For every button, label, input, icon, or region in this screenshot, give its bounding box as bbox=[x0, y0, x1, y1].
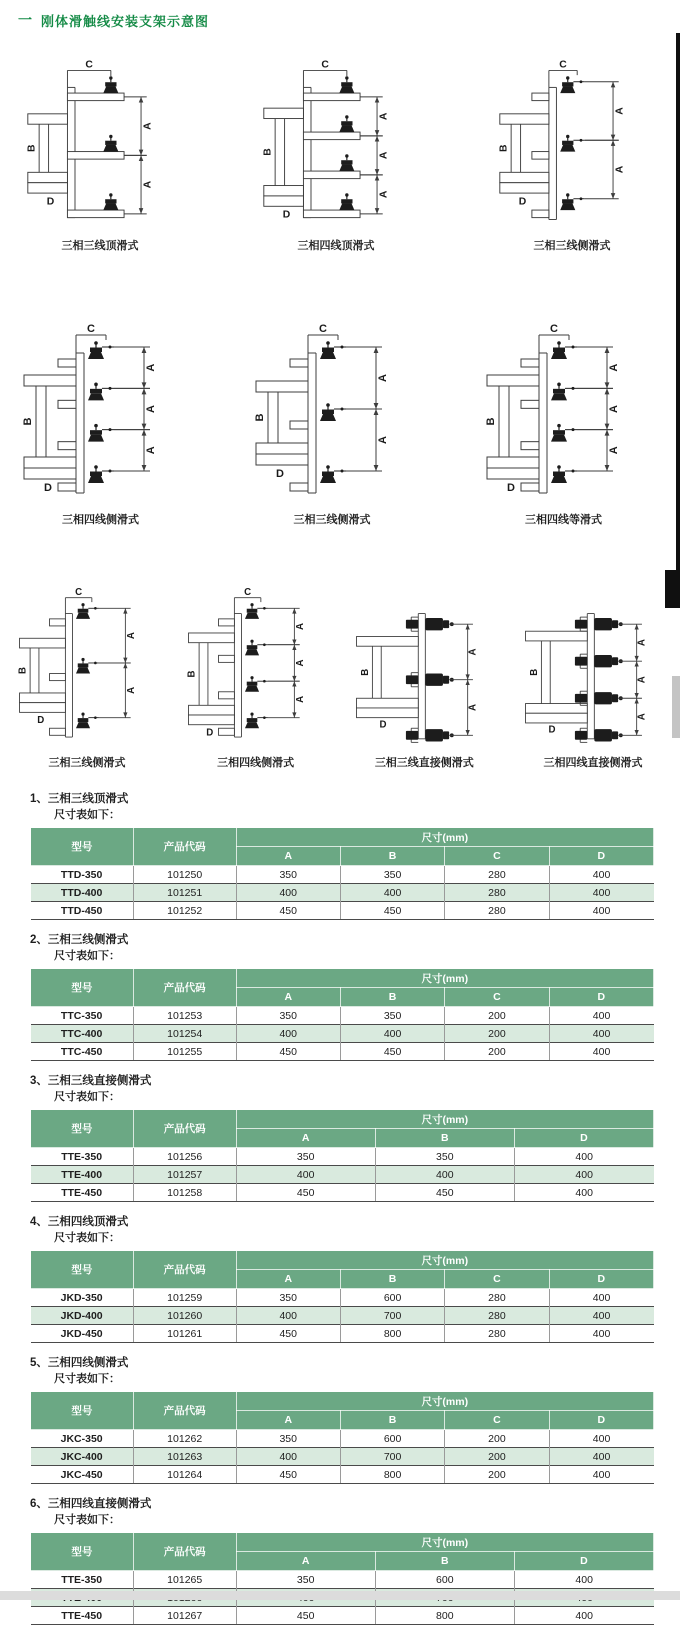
col-code: 产品代码 bbox=[133, 828, 236, 866]
dim-label: C bbox=[75, 587, 83, 599]
col-model: 型号 bbox=[31, 969, 134, 1007]
dim-cell: 280 bbox=[445, 884, 549, 902]
diagram-cell-2-3 bbox=[481, 307, 646, 527]
dimension-table bbox=[30, 1391, 654, 1484]
col-dim-c: C bbox=[445, 1270, 549, 1289]
table-row bbox=[31, 1184, 654, 1202]
table-row bbox=[31, 1025, 654, 1043]
dim-cell: 700 bbox=[340, 1307, 444, 1325]
dim-label: A bbox=[145, 363, 157, 372]
dim-cell: 350 bbox=[236, 1148, 375, 1166]
section-subtitle: 尺寸表如下： bbox=[54, 1232, 120, 1244]
section-subtitle: 尺寸表如下： bbox=[54, 1514, 120, 1526]
diagram-caption: 三相四线等滑式 bbox=[525, 514, 602, 526]
dim-cell: 400 bbox=[549, 1307, 653, 1325]
model-cell: JKD-450 bbox=[31, 1325, 134, 1343]
dim-label: A bbox=[294, 623, 306, 631]
diagram-cell-1-2 bbox=[258, 44, 414, 253]
code-cell: 101254 bbox=[133, 1025, 236, 1043]
col-dim-b: B bbox=[340, 847, 444, 866]
col-model: 型号 bbox=[31, 1533, 134, 1571]
dim-cell: 400 bbox=[549, 1448, 653, 1466]
dim-label: A bbox=[376, 436, 389, 444]
bracket-diagram bbox=[18, 307, 183, 502]
dim-cell: 280 bbox=[445, 866, 549, 884]
dim-label: A bbox=[636, 639, 648, 647]
table-row bbox=[31, 1007, 654, 1025]
diagram-cell-3-3 bbox=[351, 573, 497, 770]
dim-cell: 400 bbox=[549, 1289, 653, 1307]
diagram-cell-2-2 bbox=[250, 307, 415, 527]
col-dim-a: A bbox=[236, 1270, 340, 1289]
col-dim-d: D bbox=[549, 1411, 653, 1430]
dim-cell: 450 bbox=[236, 1325, 340, 1343]
dim-label: D bbox=[44, 482, 52, 494]
dim-cell: 350 bbox=[236, 1430, 340, 1448]
dim-label: A bbox=[294, 695, 306, 703]
bracket-diagram bbox=[351, 573, 497, 745]
model-cell: JKC-350 bbox=[31, 1430, 134, 1448]
table-row bbox=[31, 1448, 654, 1466]
dim-label: B bbox=[186, 670, 198, 678]
dim-label: A bbox=[608, 405, 620, 413]
dim-cell: 400 bbox=[549, 884, 653, 902]
section-heading: 3、三相三线直接侧滑式 bbox=[30, 1075, 152, 1087]
dim-cell: 450 bbox=[236, 1466, 340, 1484]
dim-label: B bbox=[26, 144, 38, 153]
dim-cell: 400 bbox=[340, 1025, 444, 1043]
dim-cell: 400 bbox=[549, 1007, 653, 1025]
page-title-text: 刚体滑触线安装支架示意图 bbox=[41, 13, 210, 29]
dim-cell: 400 bbox=[236, 1448, 340, 1466]
dim-label: B bbox=[17, 666, 29, 674]
dim-label: A bbox=[126, 686, 138, 694]
spec-section-3 bbox=[30, 1074, 654, 1202]
col-dim-a: A bbox=[236, 847, 340, 866]
table-row bbox=[31, 866, 654, 884]
section-subtitle: 尺寸表如下： bbox=[54, 950, 120, 962]
table-row bbox=[31, 1571, 654, 1589]
diagram-caption: 三相三线直接侧滑式 bbox=[374, 757, 474, 769]
bracket-diagram bbox=[520, 573, 666, 745]
dim-label: A bbox=[636, 713, 648, 721]
dim-cell: 350 bbox=[340, 866, 444, 884]
table-row bbox=[31, 1466, 654, 1484]
dim-cell: 400 bbox=[549, 1466, 653, 1484]
diagram-caption: 三相四线侧滑式 bbox=[217, 757, 295, 769]
dim-cell: 200 bbox=[445, 1043, 549, 1061]
dim-cell: 400 bbox=[236, 1025, 340, 1043]
diagram-caption: 三相三线顶滑式 bbox=[61, 240, 139, 252]
spec-sections bbox=[0, 792, 680, 1625]
diagram-caption: 三相三线侧滑式 bbox=[533, 240, 611, 252]
dim-label: D bbox=[548, 724, 556, 736]
col-dims: 尺寸(mm) bbox=[236, 1533, 653, 1552]
bracket-diagram bbox=[494, 44, 650, 228]
col-dim-a: A bbox=[236, 1411, 340, 1430]
col-dims: 尺寸(mm) bbox=[236, 1110, 653, 1129]
dim-cell: 350 bbox=[236, 1571, 375, 1589]
dimension-table bbox=[30, 827, 654, 920]
dim-label: A bbox=[145, 446, 157, 455]
code-cell: 101261 bbox=[133, 1325, 236, 1343]
code-cell: 101264 bbox=[133, 1466, 236, 1484]
page-edge-tab-gray bbox=[672, 676, 680, 738]
dim-label: A bbox=[608, 363, 620, 372]
col-dims: 尺寸(mm) bbox=[236, 1251, 653, 1270]
diagram-cell-3-4 bbox=[520, 573, 666, 770]
bracket-diagram bbox=[183, 573, 329, 745]
dim-label: B bbox=[262, 148, 274, 156]
table-row bbox=[31, 1325, 654, 1343]
code-cell: 101258 bbox=[133, 1184, 236, 1202]
dim-label: C bbox=[318, 323, 327, 335]
diagram-row bbox=[0, 44, 680, 253]
dim-label: A bbox=[376, 374, 389, 382]
dim-cell: 280 bbox=[445, 1307, 549, 1325]
section-marker: 一 bbox=[18, 12, 32, 28]
diagram-cell-2-1 bbox=[18, 307, 183, 527]
spec-section-1 bbox=[30, 792, 654, 920]
table-row bbox=[31, 902, 654, 920]
dim-cell: 800 bbox=[375, 1607, 514, 1625]
diagram-row bbox=[0, 573, 680, 770]
model-cell: TTC-350 bbox=[31, 1007, 134, 1025]
dim-cell: 400 bbox=[549, 1043, 653, 1061]
dim-cell: 400 bbox=[549, 1325, 653, 1343]
col-code: 产品代码 bbox=[133, 1392, 236, 1430]
dim-cell: 600 bbox=[340, 1289, 444, 1307]
diagram-cell-3-1 bbox=[14, 573, 160, 770]
diagram-row bbox=[0, 307, 680, 527]
spec-section-2 bbox=[30, 933, 654, 1061]
model-cell: TTC-400 bbox=[31, 1025, 134, 1043]
dim-label: A bbox=[142, 122, 154, 130]
col-code: 产品代码 bbox=[133, 1110, 236, 1148]
dim-cell: 400 bbox=[236, 884, 340, 902]
dim-label: B bbox=[253, 413, 266, 422]
page-title bbox=[0, 0, 680, 30]
col-dim-b: B bbox=[375, 1129, 514, 1148]
dim-label: B bbox=[485, 417, 497, 426]
dim-label: A bbox=[467, 648, 479, 656]
dim-label: A bbox=[378, 151, 390, 160]
bracket-diagram bbox=[22, 44, 178, 228]
model-cell: JKD-400 bbox=[31, 1307, 134, 1325]
code-cell: 101255 bbox=[133, 1043, 236, 1061]
col-dim-d: D bbox=[514, 1552, 653, 1571]
col-dim-c: C bbox=[445, 847, 549, 866]
dim-cell: 600 bbox=[340, 1430, 444, 1448]
diagram-grid bbox=[0, 44, 680, 770]
dim-label: A bbox=[126, 632, 138, 640]
col-dim-a: A bbox=[236, 1552, 375, 1571]
section-heading: 4、三相四线顶滑式 bbox=[30, 1216, 129, 1228]
dim-cell: 450 bbox=[236, 902, 340, 920]
dim-cell: 400 bbox=[514, 1184, 653, 1202]
dim-label: C bbox=[87, 323, 95, 335]
section-heading: 2、三相三线侧滑式 bbox=[30, 934, 129, 946]
model-cell: TTD-400 bbox=[31, 884, 134, 902]
dim-label: C bbox=[243, 587, 251, 599]
model-cell: JKC-450 bbox=[31, 1466, 134, 1484]
dim-cell: 350 bbox=[375, 1148, 514, 1166]
dim-cell: 200 bbox=[445, 1448, 549, 1466]
section-heading: 5、三相四线侧滑式 bbox=[30, 1357, 129, 1369]
code-cell: 101250 bbox=[133, 866, 236, 884]
dim-cell: 450 bbox=[236, 1184, 375, 1202]
code-cell: 101263 bbox=[133, 1448, 236, 1466]
model-cell: TTD-350 bbox=[31, 866, 134, 884]
dim-cell: 350 bbox=[236, 1289, 340, 1307]
dimension-table bbox=[30, 1250, 654, 1343]
col-dims: 尺寸(mm) bbox=[236, 969, 653, 988]
section-subtitle: 尺寸表如下： bbox=[54, 1091, 120, 1103]
dim-label: D bbox=[518, 196, 527, 208]
dim-cell: 200 bbox=[445, 1430, 549, 1448]
page-edge-strip bbox=[676, 33, 680, 582]
col-code: 产品代码 bbox=[133, 1251, 236, 1289]
code-cell: 101265 bbox=[133, 1571, 236, 1589]
dim-cell: 200 bbox=[445, 1466, 549, 1484]
col-dim-b: B bbox=[340, 988, 444, 1007]
dim-cell: 400 bbox=[514, 1607, 653, 1625]
dim-cell: 450 bbox=[375, 1184, 514, 1202]
table-row bbox=[31, 1307, 654, 1325]
dim-cell: 400 bbox=[549, 1430, 653, 1448]
table-row bbox=[31, 1607, 654, 1625]
dim-label: A bbox=[467, 704, 479, 712]
col-dim-b: B bbox=[340, 1411, 444, 1430]
col-dim-a: A bbox=[236, 988, 340, 1007]
model-cell: JKC-400 bbox=[31, 1448, 134, 1466]
dim-label: A bbox=[378, 190, 390, 199]
dim-label: D bbox=[46, 196, 55, 208]
table-row bbox=[31, 1166, 654, 1184]
dim-cell: 400 bbox=[236, 1166, 375, 1184]
col-dims: 尺寸(mm) bbox=[236, 828, 653, 847]
dim-label: A bbox=[614, 107, 626, 115]
code-cell: 101257 bbox=[133, 1166, 236, 1184]
diagram-caption: 三相三线侧滑式 bbox=[48, 757, 126, 769]
dim-label: A bbox=[378, 112, 390, 121]
spec-section-4 bbox=[30, 1215, 654, 1343]
dim-label: A bbox=[145, 405, 157, 413]
diagram-cell-1-3 bbox=[494, 44, 650, 253]
bracket-diagram bbox=[14, 573, 160, 745]
dim-cell: 400 bbox=[549, 866, 653, 884]
dim-cell: 280 bbox=[445, 902, 549, 920]
model-cell: TTC-450 bbox=[31, 1043, 134, 1061]
dim-cell: 350 bbox=[236, 866, 340, 884]
dim-cell: 400 bbox=[514, 1148, 653, 1166]
col-dim-d: D bbox=[549, 988, 653, 1007]
model-cell: TTE-400 bbox=[31, 1166, 134, 1184]
dim-cell: 280 bbox=[445, 1325, 549, 1343]
dim-cell: 400 bbox=[236, 1307, 340, 1325]
col-dim-c: C bbox=[445, 1411, 549, 1430]
model-cell: TTE-350 bbox=[31, 1571, 134, 1589]
dim-cell: 400 bbox=[549, 1025, 653, 1043]
section-subtitle: 尺寸表如下： bbox=[54, 809, 120, 821]
dim-label: C bbox=[559, 59, 567, 71]
dim-cell: 400 bbox=[514, 1571, 653, 1589]
dim-cell: 400 bbox=[514, 1166, 653, 1184]
dim-cell: 600 bbox=[375, 1571, 514, 1589]
table-row bbox=[31, 1148, 654, 1166]
dim-label: B bbox=[22, 417, 34, 426]
dim-label: C bbox=[321, 59, 329, 71]
table-row bbox=[31, 1430, 654, 1448]
dim-label: C bbox=[85, 59, 93, 71]
dim-label: A bbox=[608, 446, 620, 455]
dim-cell: 450 bbox=[340, 1043, 444, 1061]
dim-cell: 800 bbox=[340, 1466, 444, 1484]
model-cell: TTE-350 bbox=[31, 1148, 134, 1166]
dimension-table bbox=[30, 968, 654, 1061]
col-dim-b: B bbox=[340, 1270, 444, 1289]
col-dim-c: C bbox=[445, 988, 549, 1007]
diagram-cell-1-1 bbox=[22, 44, 178, 253]
col-model: 型号 bbox=[31, 1251, 134, 1289]
dim-label: D bbox=[275, 468, 284, 480]
code-cell: 101252 bbox=[133, 902, 236, 920]
section-heading: 1、三相三线顶滑式 bbox=[30, 793, 129, 805]
code-cell: 101262 bbox=[133, 1430, 236, 1448]
section-subtitle: 尺寸表如下： bbox=[54, 1373, 120, 1385]
dim-cell: 350 bbox=[236, 1007, 340, 1025]
code-cell: 101251 bbox=[133, 884, 236, 902]
bracket-diagram bbox=[258, 44, 414, 228]
model-cell: TTE-450 bbox=[31, 1607, 134, 1625]
dim-label: B bbox=[498, 144, 510, 153]
dim-label: A bbox=[614, 165, 626, 174]
model-cell: TTE-450 bbox=[31, 1184, 134, 1202]
page-edge-tab-black bbox=[665, 570, 680, 608]
dim-cell: 400 bbox=[549, 902, 653, 920]
diagram-caption: 三相四线顶滑式 bbox=[297, 240, 375, 252]
dim-label: D bbox=[205, 727, 213, 739]
diagram-cell-3-2 bbox=[183, 573, 329, 770]
dim-cell: 800 bbox=[340, 1325, 444, 1343]
code-cell: 101253 bbox=[133, 1007, 236, 1025]
dim-cell: 400 bbox=[340, 884, 444, 902]
dim-label: A bbox=[142, 180, 154, 189]
dim-label: D bbox=[379, 719, 387, 731]
model-cell: TTD-450 bbox=[31, 902, 134, 920]
dim-label: C bbox=[550, 323, 558, 335]
dimension-table bbox=[30, 1109, 654, 1202]
diagram-caption: 三相四线直接侧滑式 bbox=[543, 757, 643, 769]
col-model: 型号 bbox=[31, 1392, 134, 1430]
dim-cell: 200 bbox=[445, 1007, 549, 1025]
dim-label: B bbox=[528, 668, 540, 676]
code-cell: 101260 bbox=[133, 1307, 236, 1325]
dim-label: A bbox=[636, 676, 648, 684]
dim-cell: 200 bbox=[445, 1025, 549, 1043]
diagram-caption: 三相三线侧滑式 bbox=[293, 514, 371, 526]
dim-cell: 400 bbox=[375, 1166, 514, 1184]
col-dim-d: D bbox=[514, 1129, 653, 1148]
bracket-diagram bbox=[250, 307, 415, 502]
col-dim-d: D bbox=[549, 1270, 653, 1289]
diagram-caption: 三相四线侧滑式 bbox=[62, 514, 139, 526]
col-dim-a: A bbox=[236, 1129, 375, 1148]
col-dims: 尺寸(mm) bbox=[236, 1392, 653, 1411]
dim-cell: 450 bbox=[236, 1607, 375, 1625]
section-heading: 6、三相四线直接侧滑式 bbox=[30, 1498, 152, 1510]
col-model: 型号 bbox=[31, 828, 134, 866]
dimension-table bbox=[30, 1532, 654, 1625]
spec-section-6 bbox=[30, 1497, 654, 1625]
table-row bbox=[31, 884, 654, 902]
col-code: 产品代码 bbox=[133, 969, 236, 1007]
page-bottom-divider bbox=[0, 1591, 680, 1600]
dim-label: D bbox=[37, 714, 45, 726]
model-cell: JKD-350 bbox=[31, 1289, 134, 1307]
table-row bbox=[31, 1289, 654, 1307]
code-cell: 101259 bbox=[133, 1289, 236, 1307]
dim-cell: 280 bbox=[445, 1289, 549, 1307]
dim-label: A bbox=[294, 659, 306, 667]
table-row bbox=[31, 1043, 654, 1061]
col-dim-b: B bbox=[375, 1552, 514, 1571]
code-cell: 101267 bbox=[133, 1607, 236, 1625]
col-code: 产品代码 bbox=[133, 1533, 236, 1571]
dim-cell: 350 bbox=[340, 1007, 444, 1025]
col-dim-d: D bbox=[549, 847, 653, 866]
dim-label: B bbox=[360, 668, 372, 676]
bracket-diagram bbox=[481, 307, 646, 502]
dim-label: D bbox=[507, 482, 515, 494]
col-model: 型号 bbox=[31, 1110, 134, 1148]
dim-cell: 450 bbox=[340, 902, 444, 920]
dim-cell: 700 bbox=[340, 1448, 444, 1466]
code-cell: 101256 bbox=[133, 1148, 236, 1166]
spec-section-5 bbox=[30, 1356, 654, 1484]
dim-label: D bbox=[282, 209, 291, 221]
dim-cell: 450 bbox=[236, 1043, 340, 1061]
